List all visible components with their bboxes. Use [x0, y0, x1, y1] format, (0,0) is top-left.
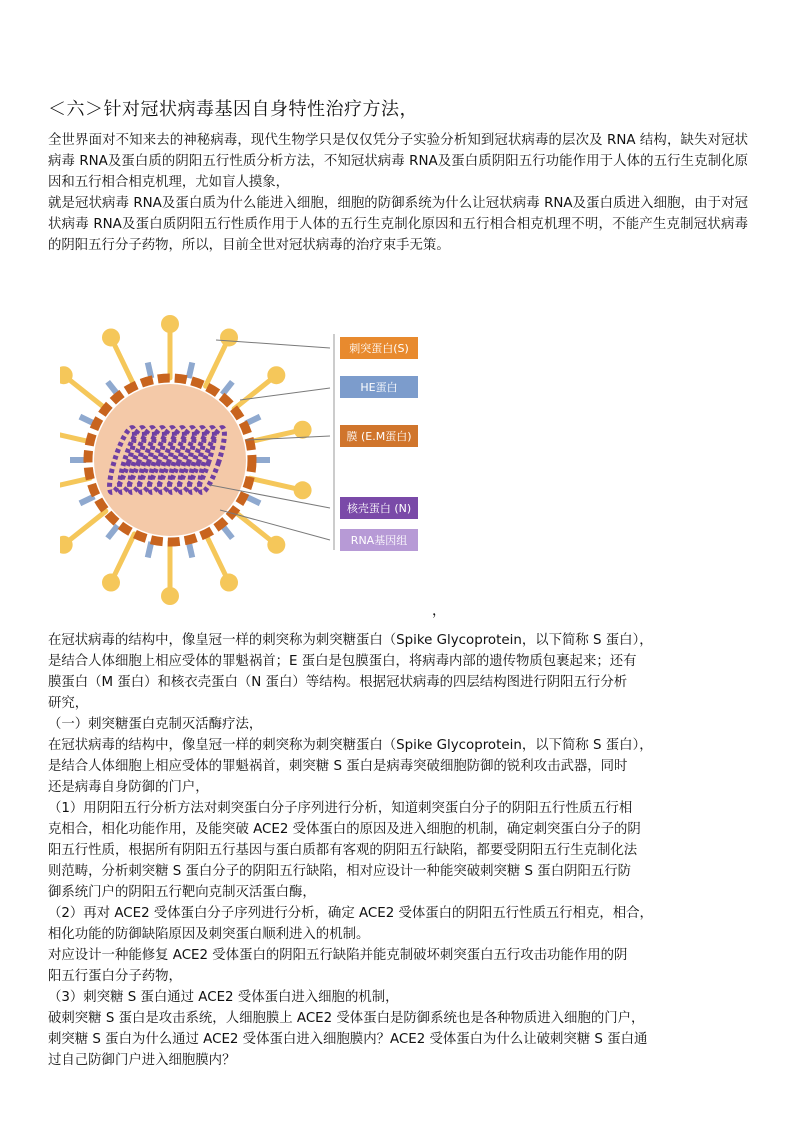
figure-trailing-mark: ，	[432, 603, 446, 619]
coronavirus-structure-diagram	[60, 300, 460, 620]
intro-paragraph-1: 全世界面对不知来去的神秘病毒，现代生物学只是仅仅凭分子实验分析知到冠状病毒的层次及 RNA 结构，缺失对冠状病毒 RNA及蛋白质的阴阳五行性质分析方法，不知冠状病毒 RNA及蛋白质阴阳五行功能作用于人体的五行生克制化原因和五行相合相克机理，尤如盲人摸象，	[48, 133, 748, 190]
body-line: 则范畴，分析刺突糖 S 蛋白分子的阴阳五行缺陷，相对应设计一种能突破刺突糖 S 蛋白阴阳五行防	[48, 864, 632, 879]
spike-head	[161, 315, 179, 333]
svg-text:HE蛋白: HE蛋白	[360, 381, 398, 394]
body-line: 在冠状病毒的结构中，像皇冠一样的刺突称为刺突糖蛋白（Spike Glycoprotein，以下简称 S 蛋白），	[48, 738, 653, 753]
section-heading: ＜六＞针对冠状病毒基因自身特性治疗方法，	[48, 99, 418, 120]
spike-head	[102, 574, 120, 592]
label-membrane	[340, 425, 418, 447]
subsection-heading: （一）刺突糖蛋白克制灭活酶疗法，	[48, 717, 263, 732]
spike-stalk	[250, 432, 295, 442]
he-protein	[189, 363, 193, 379]
svg-text:RNA基因组: RNA基因组	[350, 534, 408, 547]
spike-head	[294, 421, 312, 439]
intro-paragraph-2: 就是冠状病毒 RNA及蛋白质为什么能进入细胞，细胞的防御系统为什么让冠状病毒 RNA及蛋白质进入细胞，由于对冠状病毒 RNA及蛋白质阴阳五行性质作用于人体的五行生克制化原因和五行相合相克机理不明，不能产生克制冠状病毒的阴阳五行分子药物，所以，目前全世对冠状病毒的治疗束手无策。	[48, 196, 748, 253]
body-line: （1）用阴阳五行分析方法对刺突蛋白分子序列进行分析，知道刺突蛋白分子的阴阳五行性质五行相	[48, 801, 633, 816]
label-rna	[340, 529, 418, 551]
body-line: 在冠状病毒的结构中，像皇冠一样的刺突称为刺突糖蛋白（Spike Glycoprotein，以下简称 S 蛋白），	[48, 633, 653, 648]
body-line: 阳五行蛋白分子药物，	[48, 969, 182, 984]
spike-stalk	[114, 534, 134, 575]
body-line: 是结合人体细胞上相应受体的罪魁祸首，刺突糖 S 蛋白是病毒突破细胞防御的锐利攻击武器，同时	[48, 759, 628, 774]
svg-text:刺突蛋白(S): 刺突蛋白(S)	[349, 342, 409, 355]
body-line: 是结合人体细胞上相应受体的罪魁祸首；E 蛋白是包膜蛋白，将病毒内部的遗传物质包裹起来；还有	[48, 654, 637, 669]
body-line: （2）再对 ACE2 受体蛋白分子序列进行分析，确定 ACE2 受体蛋白的阴阳五行性质五行相克，相合，	[48, 906, 653, 921]
label-spike	[340, 337, 418, 359]
spike-stalk	[114, 345, 134, 386]
spike-stalk	[60, 478, 90, 488]
body-line: 过自己防御门户进入细胞膜内？	[48, 1053, 236, 1068]
body-text	[48, 630, 748, 1071]
spike-head	[102, 328, 120, 346]
spike-head	[267, 366, 285, 384]
spike-stalk	[70, 380, 106, 409]
body-line: 破刺突糖 S 蛋白是攻击系统，人细胞膜上 ACE2 受体蛋白是防御系统也是各种物质进入细胞的门户，	[48, 1011, 645, 1026]
spike-stalk	[206, 345, 226, 386]
body-line: 还是病毒自身防御的门户，	[48, 780, 209, 795]
body-line: 阳五行性质，根据所有阴阳五行基因与蛋白质都有客观的阴阳五行缺陷，都要受阴阳五行生克制化法	[48, 843, 638, 858]
svg-text:膜 (E.M蛋白): 膜 (E.M蛋白)	[346, 430, 412, 443]
body-line: 克相合，相化功能作用，及能突破 ACE2 受体蛋白的原因及进入细胞的机制，确定刺突蛋白分子的阴	[48, 822, 641, 837]
body-line: 研究，	[48, 696, 89, 711]
body-line: （3）刺突糖 S 蛋白通过 ACE2 受体蛋白进入细胞的机制，	[48, 990, 399, 1005]
spike-stalk	[234, 380, 270, 409]
label-nucleocapsid	[340, 497, 418, 519]
spike-head	[267, 536, 285, 554]
body-line: 对应设计一种能修复 ACE2 受体蛋白的阴阳五行缺陷并能克制破坏刺突蛋白五行攻击功能作用的阴	[48, 948, 628, 963]
body-line: 刺突糖 S 蛋白为什么通过 ACE2 受体蛋白进入细胞膜内？ACE2 受体蛋白为什么让破刺突糖 S 蛋白通	[48, 1032, 648, 1047]
svg-text:核壳蛋白 (N): 核壳蛋白 (N)	[346, 502, 412, 515]
he-protein	[222, 382, 232, 395]
body-line: 膜蛋白（M 蛋白）和核衣壳蛋白（N 蛋白）等结构。根据冠状病毒的四层结构图进行阴阳五行分析	[48, 675, 628, 690]
spike-head	[161, 587, 179, 605]
label-he	[340, 376, 418, 398]
body-line: 相化功能的防御缺陷原因及刺突蛋白顺利进入的机制。	[48, 927, 370, 942]
spike-stalk	[60, 432, 90, 442]
spike-head	[220, 574, 238, 592]
spike-stalk	[206, 534, 226, 575]
spike-head	[220, 328, 238, 346]
spike-stalk	[250, 478, 295, 488]
spike-head	[294, 481, 312, 499]
body-line: 御系统门户的阴阳五行靶向克制灭活蛋白酶，	[48, 885, 316, 900]
he-protein	[80, 496, 94, 503]
spike-stalk	[70, 511, 106, 540]
he-protein	[108, 526, 118, 539]
